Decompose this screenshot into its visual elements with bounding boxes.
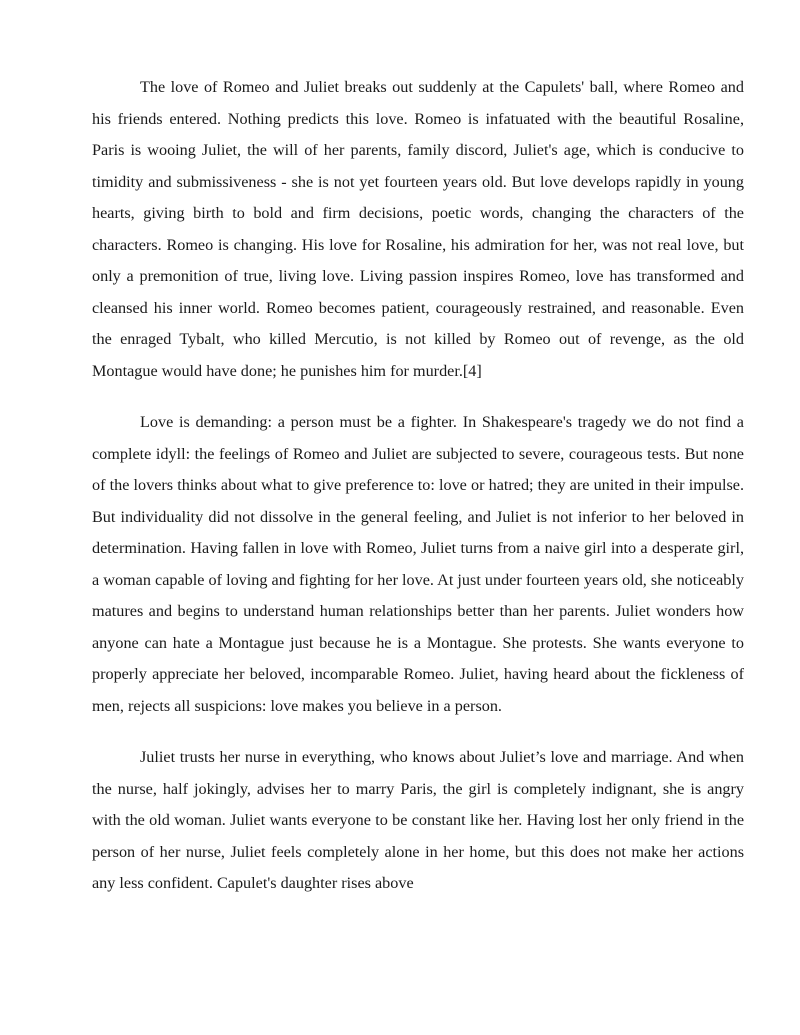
paragraph-1: The love of Romeo and Juliet breaks out suddenly at the Capulets' ball, where Romeo and his friends entered. Nothing predicts this love. Romeo is infatuated with the beautiful Rosaline, Paris is wooing Juliet, the will of her parents, family discord, Juliet's age, which is conducive to timidity and submissiveness - she is not yet fourteen years old. But love develops rapidly in young hearts, giving birth to bold and firm decisions, poetic words, changing the characters of the characters. Romeo is changing. His love for Rosaline, his admiration for her, was not real love, but only a premonition of true, living love. Living passion inspires Romeo, love has transformed and cleansed his inner world. Romeo becomes patient, courageously restrained, and reasonable. Even the enraged Tybalt, who killed Mercutio, is not killed by Romeo out of revenge, as the old Montague would have done; he punishes him for murder.[4] <box>92 78 744 380</box>
document-page <box>92 72 744 920</box>
paragraph-3: Juliet trusts her nurse in everything, who knows about Juliet’s love and marriage. And when the nurse, half jokingly, advises her to marry Paris, the girl is completely indignant, she is angry with the old woman. Juliet wants everyone to be constant like her. Having lost her only friend in the person of her nurse, Juliet feels completely alone in her home, but this does not make her actions any less confident. Capulet's daughter rises above <box>92 748 744 892</box>
paragraph-2: Love is demanding: a person must be a fighter. In Shakespeare's tragedy we do not find a complete idyll: the feelings of Romeo and Juliet are subjected to severe, courageous tests. But none of the lovers thinks about what to give preference to: love or hatred; they are united in their impulse. But individuality did not dissolve in the general feeling, and Juliet is not inferior to her beloved in determination. Having fallen in love with Romeo, Juliet turns from a naive girl into a desperate girl, a woman capable of loving and fighting for her love. At just under fourteen years old, she noticeably matures and begins to understand human relationships better than her parents. Juliet wonders how anyone can hate a Montague just because he is a Montague. She protests. She wants everyone to properly appreciate her beloved, incomparable Romeo. Juliet, having heard about the fickleness of men, rejects all suspicions: love makes you believe in a person. <box>92 413 744 715</box>
